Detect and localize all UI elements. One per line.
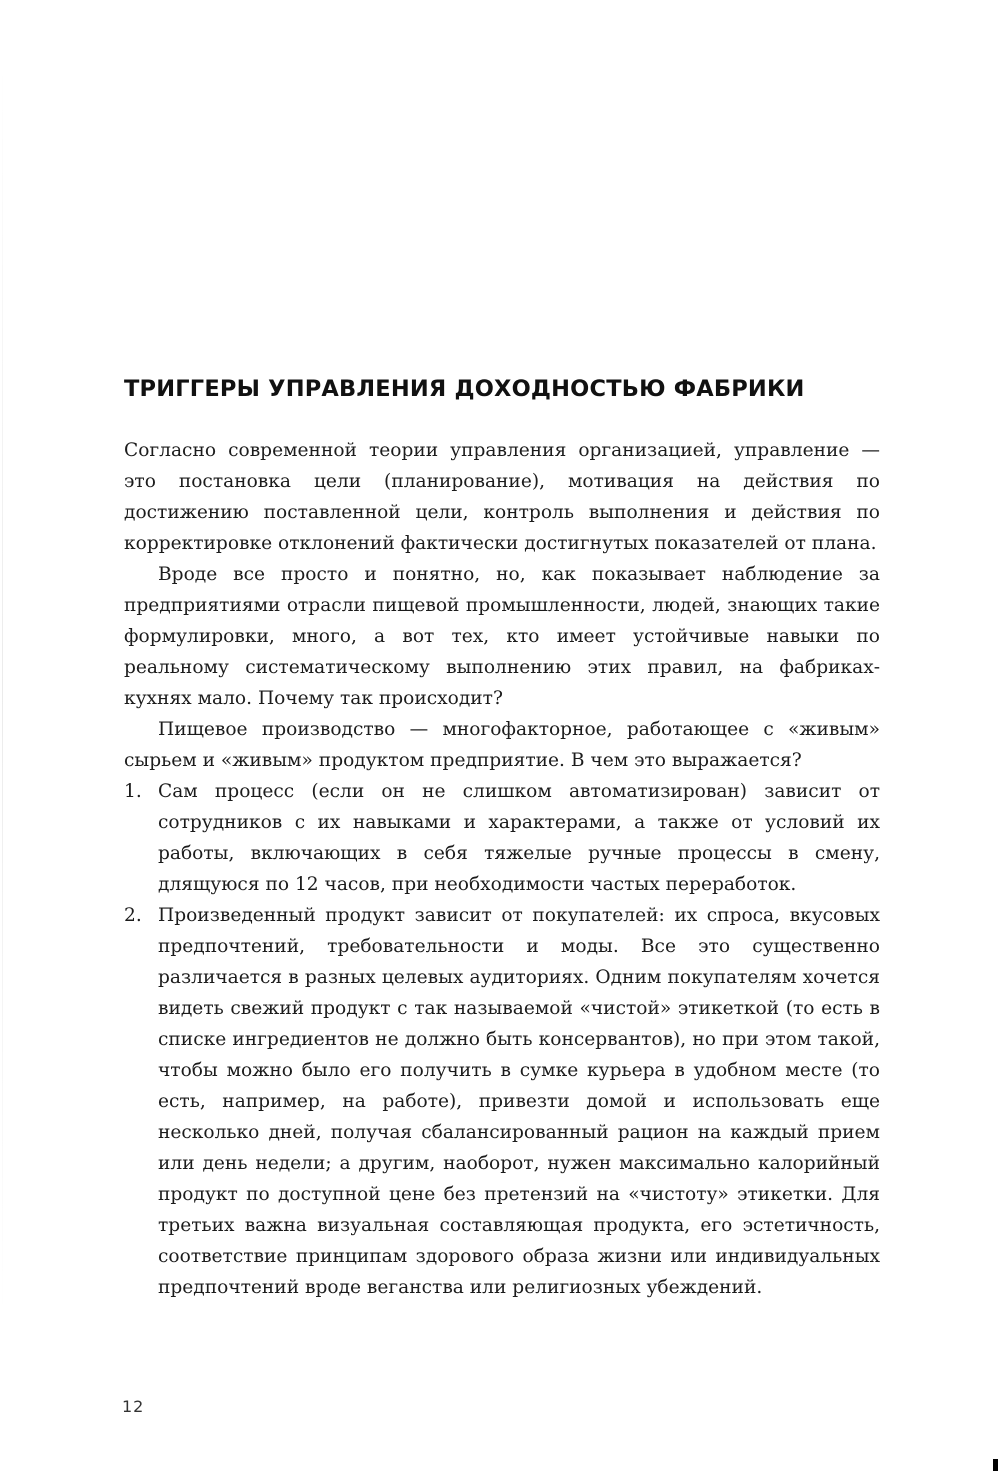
- scan-corner-mark: [993, 1459, 998, 1471]
- list-item-text: Произведенный продукт зависит от покупателей: их спроса, вкусовых предпочтений, требовательности и моды. Все это существенно различается в разных целевых аудиториях. Одним покупателям хочется видеть свежий продукт с так называемой «чистой» этикеткой (то есть в списке ингредиентов не должно быть консервантов), но при этом такой, чтобы можно было его получить в сумке курьера в удобном месте (то есть, например, на работе), привезти домой и использовать еще несколько дней, получая сбалансированный рацион на каждый прием или день недели; а другим, наоборот, нужен максимально калорийный продукт по доступной цене без претензий на «чистоту» этикетки. Для третьих важна визуальная составляющая продукта, его эстетичность, соответствие принципам здорового образа жизни или индивидуальных предпочтений вроде веганства или религиозных убеждений.: [158, 905, 880, 1298]
- list-item: [124, 900, 880, 1303]
- page-number: 12: [122, 1397, 145, 1416]
- scan-edge-line: [2, 60, 3, 1320]
- list-item-number: 2.: [124, 905, 142, 926]
- paragraph-1: Согласно современной теории управления организацией, управление — это постановка цели (планирование), мотивация на действия по достижению поставленной цели, контроль выполнения и действия по корректировке отклонений фактически достигнутых показателей от плана.: [124, 440, 880, 554]
- numbered-list: [124, 776, 880, 1303]
- list-item: [124, 776, 880, 900]
- section-heading: ТРИГГЕРЫ УПРАВЛЕНИЯ ДОХОДНОСТЬЮ ФАБРИКИ: [124, 376, 805, 402]
- paragraph-2: Вроде все просто и понятно, но, как показывает наблюдение за предприятиями отрасли пищевой промышленности, людей, знающих такие формулировки, много, а вот тех, кто имеет устойчивые навыки по реальному систематическому выполнению этих правил, на фабриках-кухнях мало. Почему так происходит?: [124, 564, 880, 709]
- body-text: [124, 435, 880, 1303]
- paragraph-3: Пищевое производство — многофакторное, работающее с «живым» сырьем и «живым» продуктом предприятие. В чем это выражается?: [124, 719, 880, 771]
- list-item-text: Сам процесс (если он не слишком автоматизирован) зависит от сотрудников с их навыками и характерами, а также от условий их работы, включающих в себя тяжелые ручные процессы в смену, длящуюся по 12 часов, при необходимости частых переработок.: [158, 781, 880, 895]
- list-item-number: 1.: [124, 781, 142, 802]
